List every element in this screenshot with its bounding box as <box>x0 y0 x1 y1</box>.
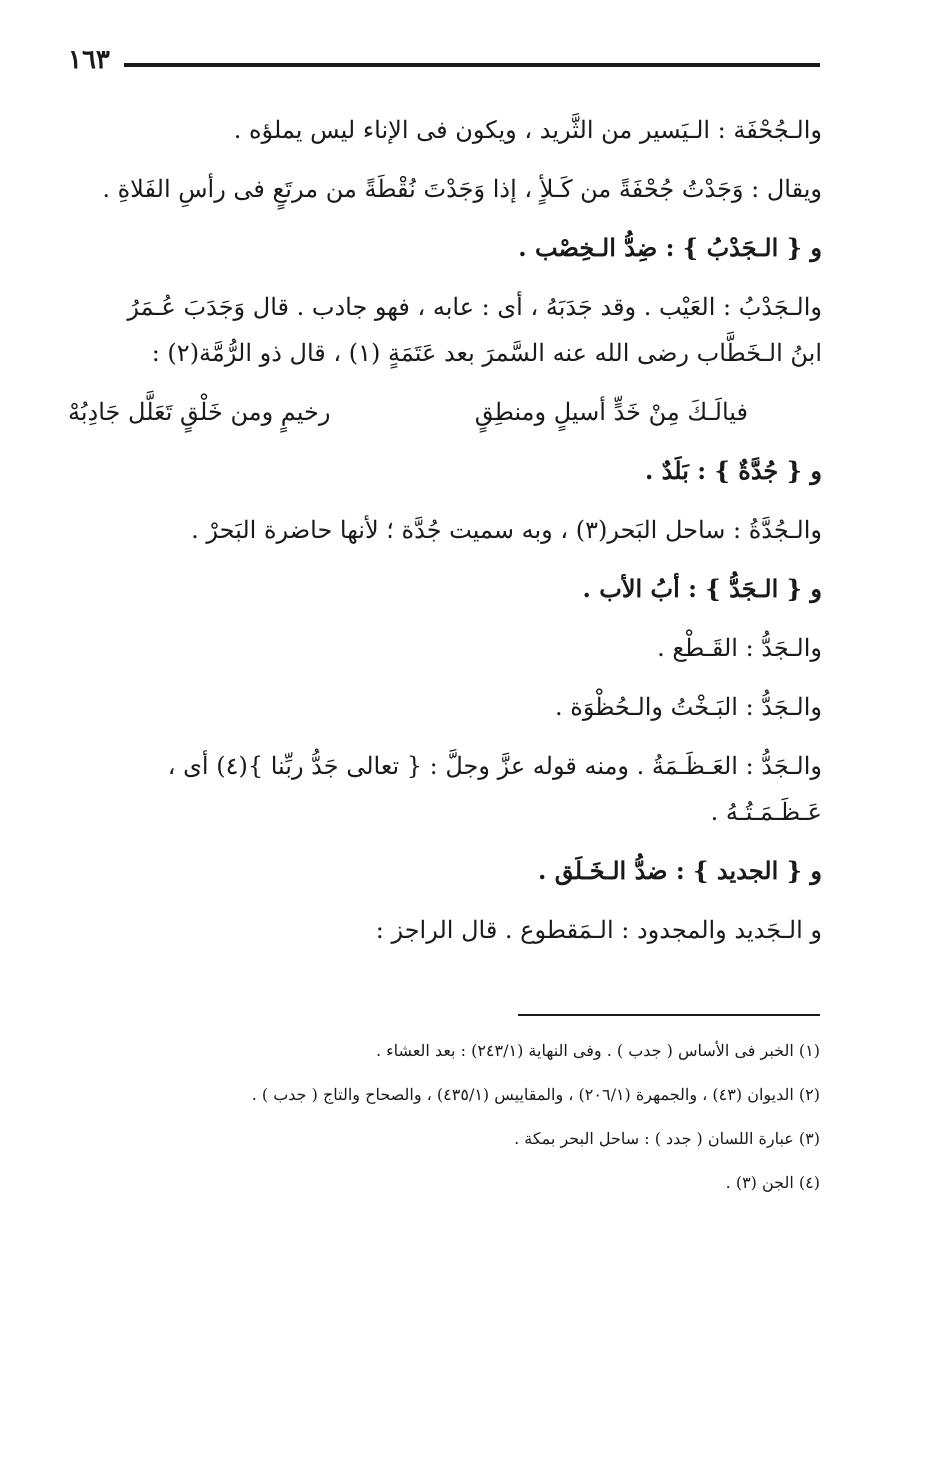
verse-hemistich-1: فيالَـكَ مِنْ خَدٍّ أسيلٍ ومنطِقٍ <box>474 398 748 426</box>
verse-hemistich-2: رخيمٍ ومن خَلْقٍ تَعَلَّل جَادِبُهْ <box>68 398 331 426</box>
entry-jadb-heading: و { الـجَدْبُ } : ضِدُّ الـخِصْب . <box>518 233 822 262</box>
text-line-1: والـجُحْفَة : الـيَسير من الثَّريد ، ويكون فى الإناء ليس يملؤه . <box>233 116 822 144</box>
header-rule <box>124 63 820 67</box>
footnote-4: (٤) الجن (٣) . <box>725 1173 820 1192</box>
footnote-3: (٣) عبارة اللسان ( جدد ) : ساحل البحر بمكة . <box>514 1129 820 1148</box>
entry-jadd-heading: و { الـجَدُّ } : أبُ الأب . <box>582 574 822 603</box>
text-line-8: والـجُدَّةُ : ساحل البَحر(٣) ، وبه سميت جُدَّة ؛ لأنها حاضرة البَحرْ . <box>191 516 822 544</box>
text-line-10: والـجَدُّ : القَـطْع . <box>657 634 822 662</box>
footnotes <box>68 1040 820 1216</box>
footnote-1: (١) الخبر فى الأساس ( جدب ) . وفى النهاية (٢٤٣/١) : بعد العشاء . <box>375 1041 820 1060</box>
page-header <box>68 40 820 80</box>
text-line-12: والـجَدُّ : العَـظَـمَةُ . ومنه قوله عزَّ وجلَّ : { تعالى جَدُّ ربِّنا }(٤) أى ، <box>167 752 822 780</box>
verse <box>68 392 748 432</box>
entry-jadid-heading: و { الجديد } : ضدُّ الـخَـلَق . <box>538 856 822 885</box>
entry-judda-heading: و { جُدَّةٌ } : بَلَدٌ . <box>644 456 822 485</box>
footnote-rule <box>518 1014 820 1016</box>
footnote-2: (٢) الديوان (٤٣) ، والجمهرة (٢٠٦/١) ، والمقاييس (٤٣٥/١) ، والصحاح والتاج ( جدب ) . <box>251 1085 820 1104</box>
page-number: ١٦٣ <box>68 45 110 75</box>
text-line-2: ويقال : وَجَدْتُ جُحْفَةً من كَـلأٍ ، إذا وَجَدْتَ نُقْطَةً من مرتَعٍ فى رأسِ الفَلاةِ . <box>102 175 822 203</box>
text-line-15: و الـجَديد والمجدود : الـمَقطوع . قال الراجز : <box>375 916 822 944</box>
text-line-4: والـجَدْبُ : العَيْب . وقد جَدَبَهُ ، أى : عابه ، فهو جادب . قال وَجَدَبَ عُـمَرُ <box>127 293 822 321</box>
text-line-11: والـجَدُّ : البَـخْتُ والـحُظْوَة . <box>555 693 822 721</box>
text-line-13: عَـظَـمَـتُـهُ . <box>710 798 822 826</box>
text-line-5: ابنُ الـخَطَّاب رضى الله عنه السَّمرَ بعد عَتَمَةٍ (١) ، قال ذو الرُّمَّة(٢) : <box>151 339 822 367</box>
main-text <box>68 110 822 969</box>
